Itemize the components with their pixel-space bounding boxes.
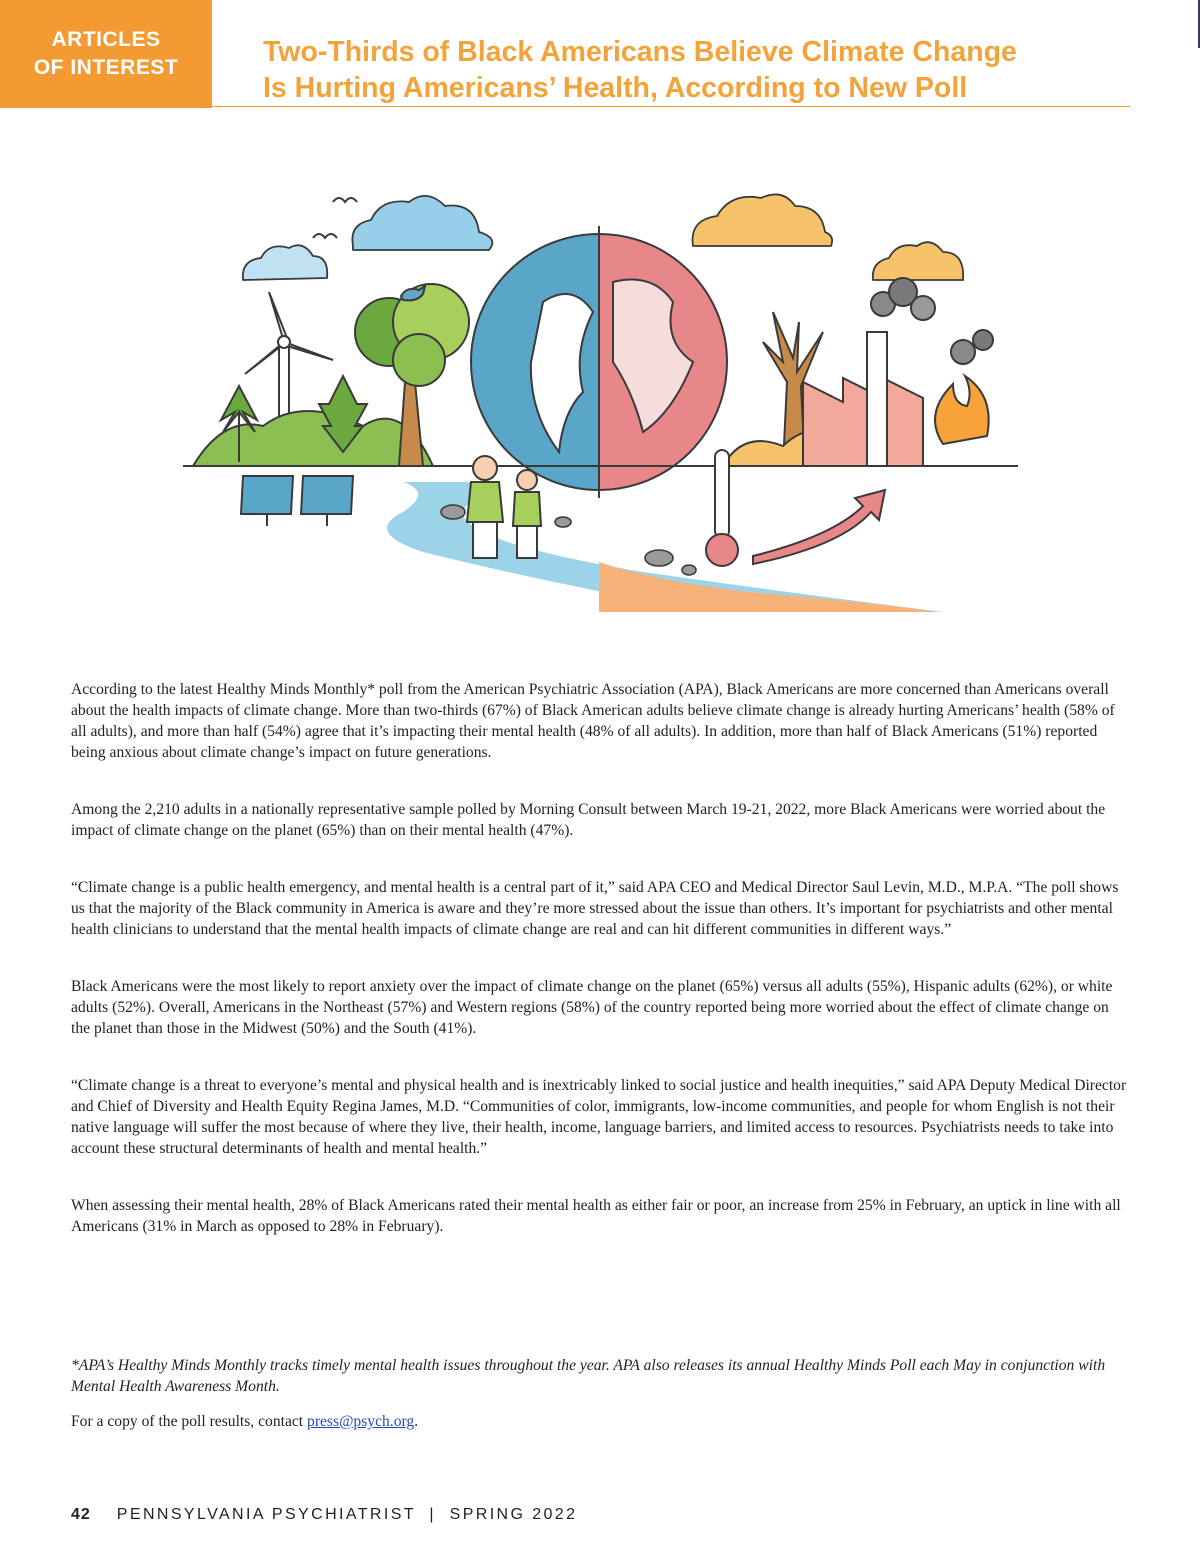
section-label-line1: ARTICLES (51, 28, 161, 51)
body-paragraph: Black Americans were the most likely to report anxiety over the impact of climate change on the planet (65%) versus all adults (55%), Hispanic adults (62%), or white adults (52%). Overall, Americans in the Northeast (57%) and Western regions (58%) of the country reported being more worried about the effect of climate change on the planet than those in the Midwest (50%) and the South (41%). (71, 978, 1113, 1037)
cloud-icon (243, 245, 327, 280)
globe-icon (471, 226, 727, 498)
section-tab (0, 0, 212, 108)
cloud-icon (873, 242, 963, 280)
contact-line (71, 1411, 1131, 1432)
footnote-section (71, 1355, 1131, 1446)
article-title-line1: Two-Thirds of Black Americans Believe Climate Change (263, 36, 1017, 68)
page-number: 42 (71, 1506, 91, 1523)
fire-icon (935, 376, 989, 444)
article-title-line2: Is Hurting Americans’ Health, According to New Poll (263, 72, 968, 104)
header-rule (212, 106, 1130, 107)
cloud-icon (352, 196, 492, 250)
article-body (71, 679, 1131, 1273)
bird-icon (313, 234, 337, 238)
body-paragraph: “Climate change is a public health emergency, and mental health is a central part of it,” said APA CEO and Medical Director Saul Levin, M.D., M.P.A. “The poll shows us that the majority of the Black community in America is aware and they’re more stressed about the issue than others. It’s important for psychiatrists and other mental health clinicians to understand that the mental health impacts of climate change are real and can hit different communities in different ways.” (71, 879, 1119, 938)
article-title (263, 34, 1143, 106)
body-paragraph: “Climate change is a threat to everyone’s mental and physical health and is inextricably linked to social justice and health inequities,” said APA Deputy Medical Director and Chief of Diversity and Health Equity Regina James, M.D. “Communities of color, immigrants, low-income communities, and people for whom English is not their native language will suffer the most because of where they live, their health, income, language barriers, and limited access to resources. Psychiatrists needs to take into account these structural determinants of health and mental health.” (71, 1077, 1127, 1157)
page-footer (71, 1506, 577, 1524)
arrow-up-icon (753, 490, 885, 564)
body-paragraph: According to the latest Healthy Minds Monthly* poll from the American Psychiatric Association (APA), Black Americans are more concerned than Americans overall about the health impacts of climate change. More than two-thirds (67%) of Black American adults believe climate change is already hurting Americans’ health (58% of all adults), and more than half (54%) agree that it’s impacting their mental health (48% of all adults). In addition, more than half of Black Americans (51%) reported being anxious about climate change’s impact on future generations. (71, 681, 1115, 761)
footnote-text: *APA’s Healthy Minds Monthly tracks timely mental health issues throughout the year. APA also releases its annual Healthy Minds Poll each May in conjunction with Mental Health Awareness Month. (71, 1357, 1106, 1395)
contact-suffix: . (414, 1413, 419, 1430)
publication-name: PENNSYLVANIA PSYCHIATRIST | SPRING 2022 (116, 1506, 578, 1523)
thermometer-icon (706, 450, 738, 566)
factory-icon (803, 378, 923, 466)
section-label-line2: OF INTEREST (33, 56, 179, 79)
chimney-icon (867, 332, 887, 466)
hill (193, 411, 433, 466)
solar-panel-icon (241, 476, 353, 526)
contact-prefix: For a copy of the poll results, contact (71, 1413, 308, 1430)
river (599, 562, 939, 612)
body-paragraph: When assessing their mental health, 28% of Black Americans rated their mental health as either fair or poor, an increase from 25% in February, an uptick in line with all Americans (31% in March as opposed to 28% in February). (71, 1197, 1121, 1235)
body-paragraph: Among the 2,210 adults in a nationally representative sample polled by Morning Consult between March 19-21, 2022, more Black Americans were worried about the impact of climate change on the planet (65%) than on their mental health (47%). (71, 801, 1106, 839)
climate-illustration (183, 182, 1018, 612)
bird-icon (333, 198, 357, 202)
contact-email-link[interactable]: press@psych.org (307, 1413, 415, 1430)
cloud-icon (693, 194, 833, 246)
